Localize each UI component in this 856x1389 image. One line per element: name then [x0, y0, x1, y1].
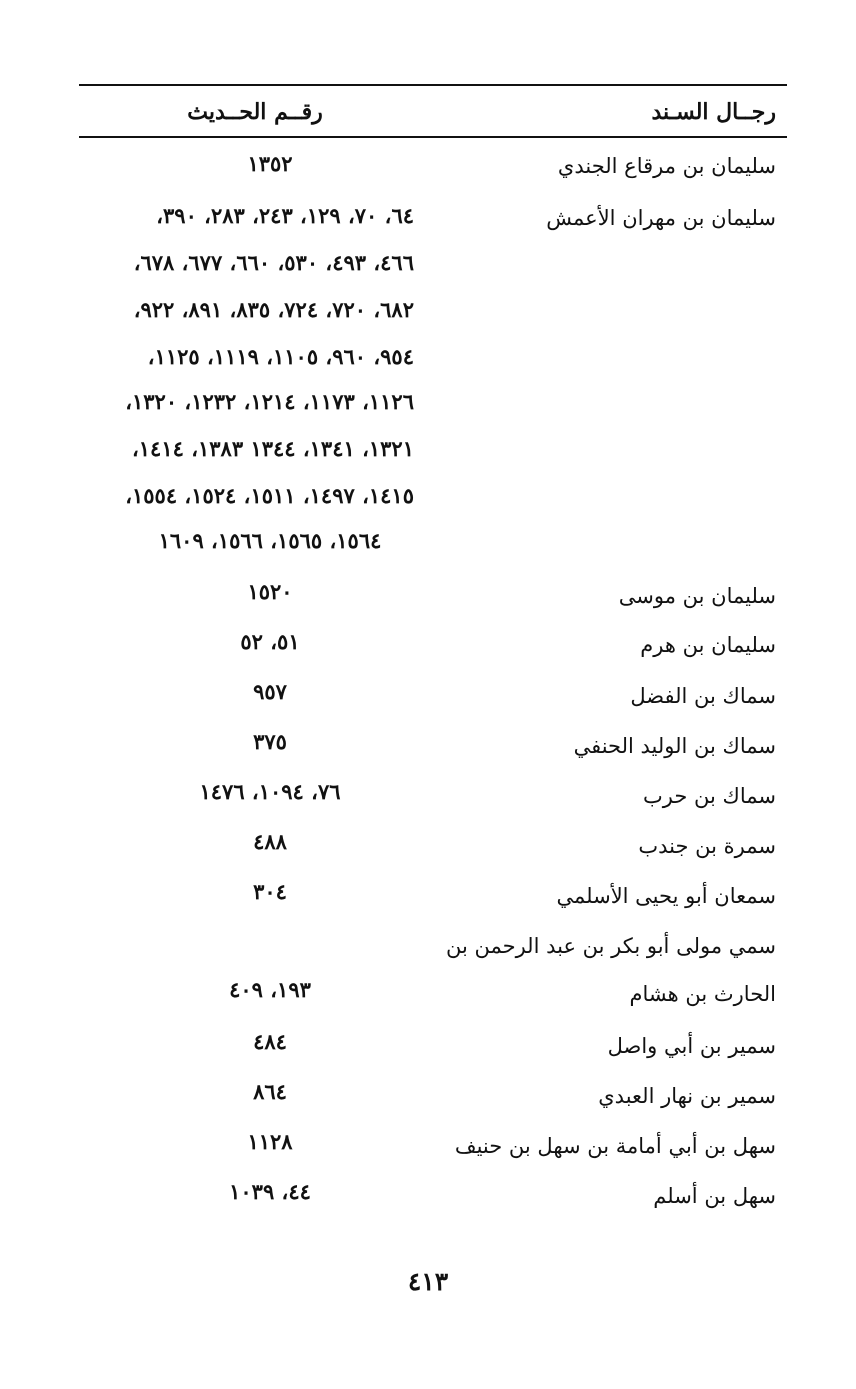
hadith-numbers: ٤٨٨: [253, 829, 287, 854]
top-rule: [79, 84, 787, 86]
hadith-numbers: ٦٨٢، ٧٢٠، ٧٢٤، ٨٣٥، ٨٩١، ٩٢٢،: [133, 297, 414, 322]
hadith-numbers: ١٣٢١، ١٣٤١، ١٣٤٤ ١٣٨٣، ١٤١٤،: [132, 436, 414, 461]
narrator-name: سماك بن حرب: [643, 784, 776, 808]
hadith-numbers: ٧٦، ١٠٩٤، ١٤٧٦: [199, 779, 341, 804]
hadith-numbers: ٦٤، ٧٠، ١٢٩، ٢٤٣، ٢٨٣، ٣٩٠،: [156, 203, 414, 228]
narrator-name: الحارث بن هشام: [629, 982, 776, 1006]
narrator-name: سليمان بن هرم: [640, 633, 776, 657]
narrator-name: سمير بن أبي واصل: [607, 1034, 776, 1058]
narrator-name: سمير بن نهار العبدي: [598, 1084, 776, 1108]
narrator-name: سمرة بن جندب: [638, 834, 776, 858]
hadith-numbers: ٤٨٤: [253, 1029, 287, 1054]
hadith-numbers: ٥١، ٥٢: [240, 629, 300, 654]
hadith-numbers: ٤٤، ١٠٣٩: [229, 1179, 311, 1204]
hadith-numbers: ٩٥٧: [253, 679, 287, 704]
narrator-name: سليمان بن مهران الأعمش: [546, 206, 776, 230]
narrator-name: سهل بن أسلم: [653, 1184, 776, 1208]
narrator-name: سمعان أبو يحيى الأسلمي: [556, 884, 776, 908]
hadith-numbers: ٨٦٤: [253, 1079, 287, 1104]
hadith-numbers: ١٤١٥، ١٤٩٧، ١٥١١، ١٥٢٤، ١٥٥٤،: [125, 483, 414, 508]
hadith-numbers: ١١٢٨: [247, 1129, 293, 1154]
hadith-numbers: ١٩٣، ٤٠٩: [229, 977, 311, 1002]
hadith-number-column-header: رقــم الحــديث: [187, 99, 323, 125]
narrator-name: سليمان بن مرقاع الجندي: [557, 154, 776, 178]
narrator-name: سماك بن الفضل: [630, 684, 776, 708]
hadith-numbers: ٩٥٤، ٩٦٠، ١١٠٥، ١١١٩، ١١٢٥،: [147, 344, 414, 369]
hadith-numbers: ٣٧٥: [253, 729, 287, 754]
hadith-numbers: ٣٠٤: [253, 879, 287, 904]
narrator-name: سماك بن الوليد الحنفي: [573, 734, 776, 758]
hadith-numbers: ١٥٢٠: [247, 579, 293, 604]
hadith-numbers: ١٥٦٤، ١٥٦٥، ١٥٦٦، ١٦٠٩: [158, 528, 382, 553]
hadith-numbers: ١٣٥٢: [247, 151, 293, 176]
narrator-name: سمي مولى أبو بكر بن عبد الرحمن بن: [445, 934, 776, 958]
page-number: ٤١٣: [407, 1267, 449, 1296]
narrator-name: سليمان بن موسى: [618, 584, 776, 608]
narrators-column-header: رجــال السـند: [651, 99, 776, 125]
header-rule: [79, 136, 787, 138]
hadith-numbers: ٤٦٦، ٤٩٣، ٥٣٠، ٦٦٠، ٦٧٧، ٦٧٨،: [133, 250, 414, 275]
hadith-numbers: ١١٢٦، ١١٧٣، ١٢١٤، ١٢٣٢، ١٣٢٠،: [125, 389, 414, 414]
narrator-name: سهل بن أبي أمامة بن سهل بن حنيف: [454, 1134, 776, 1158]
